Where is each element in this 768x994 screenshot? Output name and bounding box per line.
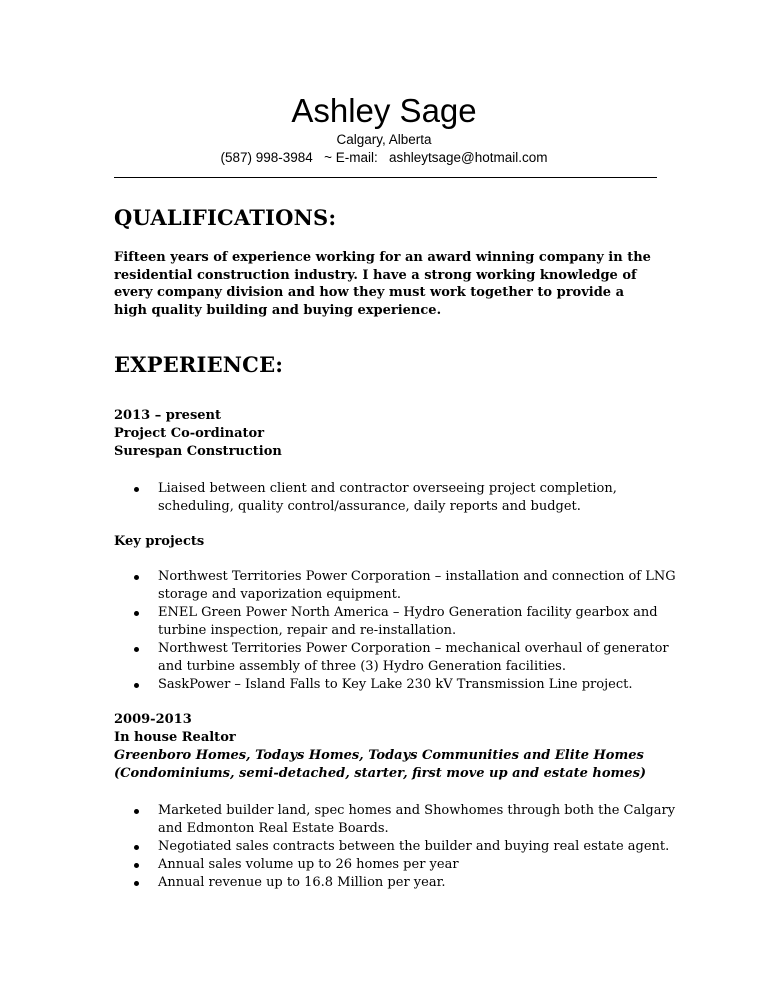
job-1-duties [158,480,678,516]
list-item: Negotiated sales contracts between the builder and buying real estate agent. [158,838,678,856]
job-2-title: In house Realtor [114,730,236,745]
job-2-dates: 2009-2013 [114,712,192,727]
list-item: Annual sales volume up to 26 homes per year [158,856,678,874]
key-projects-list [158,568,678,694]
qualifications-text: Fifteen years of experience working for an award winning company in the residential construction industry. I have a strong working knowledge of every company division and how they must work together to provide a high quality building and buying experience. [114,250,651,318]
job-2-company-note: (Condominiums, semi-detached, starter, first move up and estate homes) [114,766,647,781]
job-2-company: Greenboro Homes, Todays Homes, Todays Communities and Elite Homes [114,748,644,763]
candidate-name: Ashley Sage [291,92,477,129]
list-item: Annual revenue up to 16.8 Million per year. [158,874,678,892]
list-item: Marketed builder land, spec homes and Showhomes through both the Calgary and Edmonton Real Estate Boards. [158,802,678,838]
job-1-title: Project Co-ordinator [114,426,265,441]
candidate-location: Calgary, Alberta [336,132,432,147]
job-1-company: Surespan Construction [114,444,282,459]
list-item: Northwest Territories Power Corporation – installation and connection of LNG storage and vaporization equipment. [158,568,678,604]
qualifications-heading: QUALIFICATIONS: [114,205,337,230]
header-divider [114,177,657,178]
list-item: Liaised between client and contractor overseeing project completion, scheduling, quality control/assurance, daily reports and budget. [158,480,678,516]
job-1-dates: 2013 – present [114,408,221,423]
job-2-duties [158,802,678,892]
experience-heading: EXPERIENCE: [114,352,284,377]
list-item: SaskPower – Island Falls to Key Lake 230 kV Transmission Line project. [158,676,678,694]
candidate-contact: (587) 998-3984 ~ E-mail: ashleytsage@hotmail.com [220,150,548,165]
key-projects-label: Key projects [114,534,205,549]
list-item: ENEL Green Power North America – Hydro Generation facility gearbox and turbine inspection, repair and re-installation. [158,604,678,640]
list-item: Northwest Territories Power Corporation – mechanical overhaul of generator and turbine assembly of three (3) Hydro Generation facilities. [158,640,678,676]
